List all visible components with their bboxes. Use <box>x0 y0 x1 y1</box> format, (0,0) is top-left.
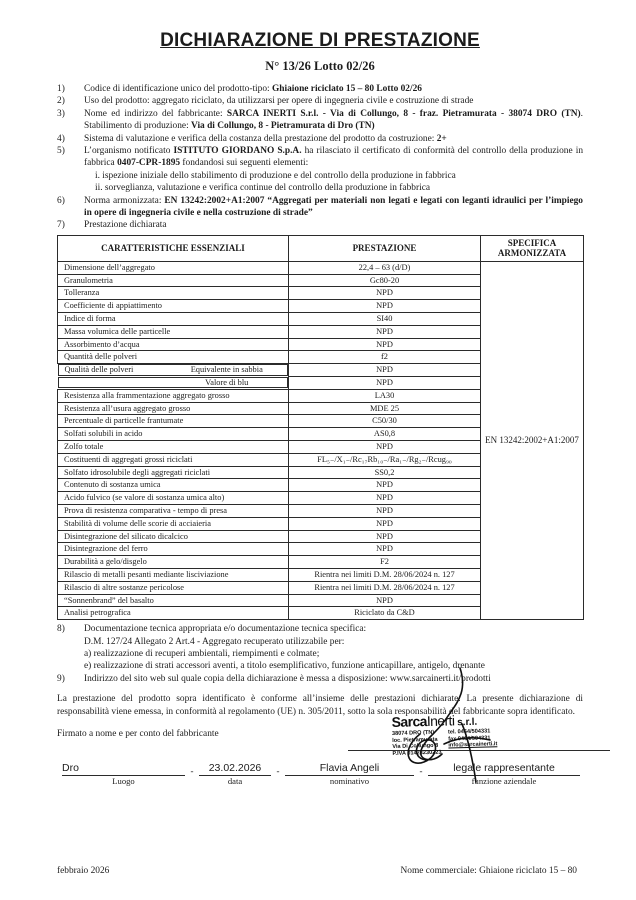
characteristic-cell: Coefficiente di appiattimento <box>58 300 289 313</box>
stamp-line-text: 38074 DRO (TN) <box>391 729 435 737</box>
item-text-segment: Nome ed indirizzo del fabbricante: <box>84 108 227 119</box>
characteristic-cell: Rilascio di altre sostanze pericolose <box>58 581 289 594</box>
performance-value-cell: NPD <box>289 517 481 530</box>
item-text: Indirizzo del sito web sul quale copia della dichiarazione è messa a disposizione: www.sarcainerti.it/prodotti <box>84 673 491 684</box>
item-subline: e) realizzazione di strati accessori aventi, a titolo esemplificativo, funzione anticapillare, antigelo, drenante <box>84 661 485 672</box>
performance-value-cell: Riciclato da C&D <box>289 607 481 620</box>
performance-value-cell: F2 <box>289 556 481 569</box>
signature-date-label: data <box>227 776 243 787</box>
characteristic-cell: Quantità delle polveri <box>58 351 289 364</box>
signature-separator: - <box>419 766 423 777</box>
performance-value-cell: FL₅₋/X₁₋/Rc₁₇Rb₁₀₋/Ra₁₋/Rg₂₋/Rcug₉₀ <box>289 453 481 466</box>
item-text-segment: fondandosi sui seguenti elementi: <box>180 158 309 169</box>
characteristic-cell: Dimensione dell’aggregato <box>58 261 289 274</box>
item-number: 8) <box>57 624 65 635</box>
performance-value-cell: NPD <box>289 325 481 338</box>
characteristic-cell: Resistenza all’usura aggregato grosso <box>58 402 289 415</box>
stamp-line-text: fax 0464/504331 <box>448 734 491 743</box>
performance-value-cell: AS0,8 <box>289 428 481 441</box>
performance-value-cell: NPD <box>289 543 481 556</box>
footer-product-name: Nome commerciale: Ghiaione riciclato 15 – 80 <box>400 866 577 876</box>
characteristic-cell: “Sonnenbrand” del basalto <box>58 594 289 607</box>
stamp-logo-suffix: s.r.l. <box>454 716 478 729</box>
characteristic-cell: Solfati solubili in acido <box>58 428 289 441</box>
performance-table <box>57 235 584 620</box>
item-text: Uso del prodotto: aggregato riciclato, da utilizzarsi per opere di ingegneria civile e costruzione di strade <box>84 96 474 107</box>
item-text-segment: L’organismo notificato <box>84 146 174 157</box>
performance-value-cell: LA30 <box>289 389 481 402</box>
header-essential-characteristics: CARATTERISTICHE ESSENZIALI <box>58 235 289 261</box>
stamp-line-text: Via Di Collungo 8 <box>392 742 439 751</box>
item-text <box>84 145 583 195</box>
item-text <box>84 195 583 220</box>
declaration-paragraph: La prestazione del prodotto sopra identificato è conforme all’insieme delle prestazioni dichiarate. La presente dichiarazione di responsabilità viene emessa, in conformità al regolamento (UE) n. 305/2011, sotto la sola responsabilità del fabbricante sopra identificato. <box>57 694 583 717</box>
item-text-segment: Sistema di valutazione e verifica della costanza della prestazione del prodotto da costruzione: <box>84 133 437 144</box>
item-text: Prestazione dichiarata <box>84 220 167 231</box>
numbered-item-7 <box>57 219 583 231</box>
item-text-bold: SARCA INERTI S.r.l. - Via di Collungo, 8 - fraz. Pietramurata - 38074 DRO (TN) <box>226 108 581 119</box>
numbered-item-4 <box>57 133 583 145</box>
document-title: DICHIARAZIONE DI PRESTAZIONE <box>160 30 480 51</box>
footer-date: febbraio 2026 <box>57 866 110 876</box>
performance-value-cell: NPD <box>289 479 481 492</box>
performance-value-cell: C50/30 <box>289 415 481 428</box>
stamp-logo-light: Inerti <box>426 712 455 730</box>
item-text-segment: ha rilasciato il certificato di conformità del controllo della produzione in fabbrica <box>84 146 584 169</box>
item-text-segment: Codice di identificazione unico del prodotto-tipo: <box>84 84 272 94</box>
characteristic-cell: Prova di resistenza comparativa - tempo di presa <box>58 505 289 518</box>
performance-value-cell: NPD <box>289 594 481 607</box>
characteristic-cell: Valore di blu <box>58 377 289 389</box>
performance-value-cell: SI40 <box>289 313 481 326</box>
signature-label-gap <box>271 776 285 787</box>
item-text-bold: EN 13242:2002+A1:2007 “Aggregati per materiali non legati e legati con leganti idraulici per l’impiego in opere di ingegneria civile e nella costruzione di strade” <box>84 195 583 219</box>
characteristic-cell: Solfato idrosolubile degli aggregati riciclati <box>58 466 289 479</box>
stamp-line-text: P.IVA 01423230223 <box>392 749 442 757</box>
signature-separator: - <box>190 766 194 777</box>
numbered-item-3 <box>57 108 583 133</box>
item-subline: i. ispezione iniziale dello stabilimento di produzione e del controllo della produzione in fabbrica <box>95 170 456 181</box>
characteristic-cell: Zolfo totale <box>58 441 289 454</box>
performance-value-cell: NPD <box>289 287 481 300</box>
numbered-item-5 <box>57 145 583 195</box>
signature-role-label: funzione aziendale <box>471 776 537 787</box>
item-text-bold: ISTITUTO GIORDANO S.p.A. <box>173 146 302 157</box>
performance-value-cell: Rientra nei limiti D.M. 28/06/2024 n. 127 <box>289 581 481 594</box>
performance-value-cell: NPD <box>289 377 481 390</box>
page-footer <box>57 866 577 876</box>
handwritten-signature-scribble <box>398 664 528 789</box>
performance-value-cell: f2 <box>289 351 481 364</box>
characteristic-cell: Granulometria <box>58 274 289 287</box>
characteristic-cell: Assorbimento d’acqua <box>58 338 289 351</box>
performance-value-cell: NPD <box>289 300 481 313</box>
document-subtitle: N° 13/26 Lotto 02/26 <box>265 59 375 73</box>
characteristic-cell: Tolleranza <box>58 287 289 300</box>
stamp-line-text: tel. 0464/504331 <box>447 728 491 736</box>
signature-name-field: Flavia Angeli <box>285 762 414 776</box>
item-number: 4) <box>57 133 65 144</box>
item-text-segment: Norma armonizzata: <box>84 195 165 206</box>
item-number: 2) <box>57 96 65 107</box>
item-number: 6) <box>57 195 65 206</box>
header-harmonized-spec: SPECIFICA ARMONIZZATA <box>481 235 584 261</box>
performance-value-cell: NPD <box>289 364 481 377</box>
item-number: 9) <box>57 673 65 684</box>
signature-place-label: Luogo <box>112 776 135 787</box>
characteristic-cell: Rilascio di metalli pesanti mediante lisciviazione <box>58 569 289 582</box>
characteristic-cell: Percentuale di particelle frantumate <box>58 415 289 428</box>
characteristic-cell: Stabilità di volume delle scorie di acciaieria <box>58 517 289 530</box>
characteristic-cell: Disintegrazione del silicato dicalcico <box>58 530 289 543</box>
characteristic-cell: Acido fulvico (se valore di sostanza umica alto) <box>58 492 289 505</box>
signature-date-field: 23.02.2026 <box>199 762 271 776</box>
item-text <box>84 133 583 145</box>
characteristic-cell: Durabilità a gelo/disgelo <box>58 556 289 569</box>
characteristic-cell: Contenuto di sostanza umica <box>58 479 289 492</box>
characteristic-cell: Massa volumica delle particelle <box>58 325 289 338</box>
table-header-row <box>58 235 584 261</box>
item-subline: a) realizzazione di recuperi ambientali, riempimenti e colmate; <box>84 649 320 659</box>
characteristic-cell: Qualità delle polveri Equivalente in sabbia <box>58 364 289 376</box>
characteristic-cell: Costituenti di aggregati grossi riciclati <box>58 453 289 466</box>
performance-value-cell: 22,4 – 63 (d/D) <box>289 261 481 274</box>
characteristic-cell: Indice di forma <box>58 313 289 326</box>
performance-value-cell: NPD <box>289 505 481 518</box>
characteristic-cell: Resistenza alla frammentazione aggregato grosso <box>58 389 289 402</box>
performance-table-body <box>58 261 584 619</box>
performance-value-cell: Gc80-20 <box>289 274 481 287</box>
signature-name-label: nominativo <box>329 776 370 787</box>
performance-value-cell: NPD <box>289 441 481 454</box>
numbered-item-2 <box>57 95 583 107</box>
item-text-segment: . Stabilimento di produzione: <box>84 108 583 132</box>
item-text-bold: 2+ <box>436 133 447 144</box>
item-text-bold: 0407-CPR-1895 <box>117 158 181 169</box>
numbered-item-1 <box>57 83 583 95</box>
stamp-line-text: info@sarcainerti.it <box>448 741 498 749</box>
signed-statement: Firmato a nome e per conto del fabbricante <box>57 729 219 740</box>
item-number: 5) <box>57 146 65 157</box>
characteristic-cell: Disintegrazione del ferro <box>58 543 289 556</box>
item-number: 7) <box>57 220 65 231</box>
item-text-main <box>84 145 583 170</box>
item-number: 3) <box>57 108 65 119</box>
signature-role-field: legale rappresentante <box>428 762 580 776</box>
numbered-item-6 <box>57 195 583 220</box>
performance-value-cell: Rientra nei limiti D.M. 28/06/2024 n. 127 <box>289 569 481 582</box>
performance-value-cell: SS0,2 <box>289 466 481 479</box>
item-number: 1) <box>57 84 65 94</box>
item-text-bold: Via di Collungo, 8 - Pietramurata di Dro (TN) <box>191 121 375 132</box>
signature-separator: - <box>276 766 280 777</box>
harmonized-spec-cell: EN 13242:2002+A1:2007 <box>481 261 584 619</box>
item-text <box>84 83 583 95</box>
performance-value-cell: NPD <box>289 492 481 505</box>
signature-label-gap <box>185 776 199 787</box>
performance-value-cell: NPD <box>289 530 481 543</box>
performance-value-cell: MDE 25 <box>289 402 481 415</box>
stamp-line-text: loc. Pietramurata <box>392 736 438 744</box>
characteristic-cell: Analisi petrografica <box>58 607 289 620</box>
numbered-list <box>57 83 583 232</box>
table-row <box>58 261 584 274</box>
performance-value-cell: NPD <box>289 338 481 351</box>
item-subline: ii. sorveglianza, valutazione e verifica continue del controllo della produzione in fabbrica <box>95 183 431 194</box>
item-text <box>84 108 583 133</box>
item-text-main: Documentazione tecnica appropriata e/o documentazione tecnica specifica: <box>84 624 367 635</box>
header-performance: PRESTAZIONE <box>289 235 481 261</box>
signature-place-field: Dro <box>62 762 185 776</box>
item-text-bold: Ghiaione riciclato 15 – 80 Lotto 02/26 <box>271 84 422 94</box>
item-subline: D.M. 127/24 Allegato 2 Art.4 - Aggregato recuperato utilizzabile per: <box>84 636 345 647</box>
stamp-logo-bold: Sarca <box>391 713 428 730</box>
